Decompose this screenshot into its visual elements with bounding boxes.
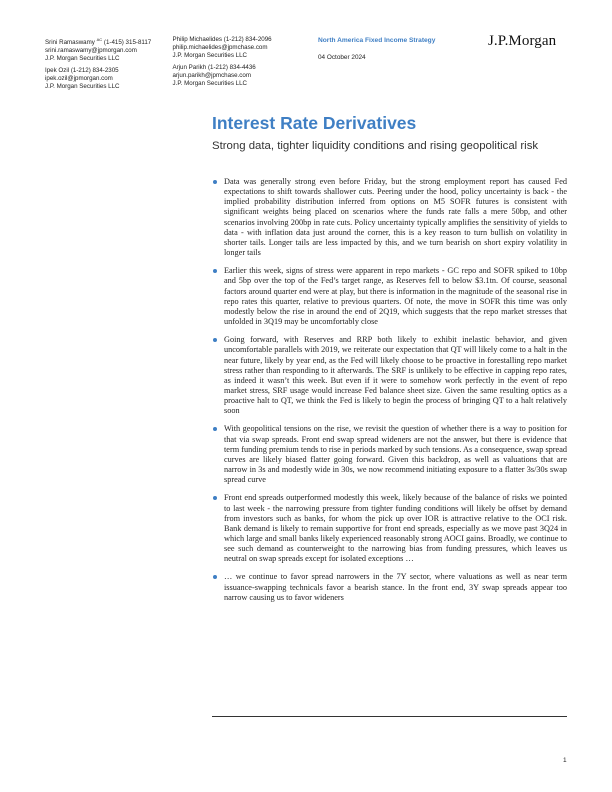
bullet-item [224, 177, 567, 258]
analyst-org: J.P. Morgan Securities LLC [172, 80, 248, 88]
bullet-text: With geopolitical tensions on the rise, we revisit the question of whether there is a way to position for that via swap spreads. Front end swap spread wideners are not the answer, but there is evidence that term funding premium tends to rise in periods marked by such tensions. As a consequence, swap spread curves are likely biased flatter going forward. Given this backdrop, as well as valuations that are narrow in 3s and modestly wide in 30s, we now recommend initiating exposure to a flatter 3s/30s swap spread curve [224, 424, 567, 485]
analyst-phone: (1-415) 315-8117 [103, 39, 152, 47]
analyst-org: J.P. Morgan Securities LLC [45, 83, 120, 91]
bullet-item [224, 335, 567, 416]
analyst-name: Philip Michaelides [172, 36, 223, 43]
bullet-dot-icon [213, 338, 217, 342]
analyst-contact [173, 36, 301, 61]
bullet-item [224, 493, 567, 564]
bullet-item [224, 266, 567, 327]
bullet-dot-icon [213, 269, 217, 273]
analyst-phone: (1-212) 834-2096 [223, 36, 272, 43]
summary-bullets [224, 177, 567, 611]
analyst-email[interactable]: arjun.parikh@jpmchase.com [172, 71, 252, 79]
analyst-contact [45, 67, 173, 92]
bullet-text: Data was generally strong even before Friday, but the strong employment report has caused Fed expectations to shift towards shallower cuts. Peering under the hood, policy uncertainty is back - the implied probability distribution inferred from options on M5 SOFR futures is consistent with significant weights being placed on scenarios where the funds rate falls a mere 50bp, and other scenarios involving 200bp in rate cuts. Policy uncertainty typically amplifies the sensitivity of yields to data - with inflation data just around the corner, this is a key reason to turn bullish on volatility in shorter tails. Longer tails are less impacted by this, and we turn bearish on short expiry volatility in longer tails [224, 177, 567, 258]
analyst-phone: (1-212) 834-4436 [207, 63, 256, 71]
bullet-text: Earlier this week, signs of stress were apparent in repo markets - GC repo and SOFR spiked to 10bp and 5bp over the top of the Fed’s target range, as Reserves fell to below $3.1tn. Of course, seasonal factors around quarter end were at play, but there is information in the magnitude of the seasonal rise in repo rates this quarter, relative to previous quarters. Of note, the move in SOFR this time was only modestly below the rise in around the end of 2Q19, which suggests that the repo market stresses that unfolded in 3Q19 may be uncomfortably close [224, 266, 567, 327]
analyst-contact [45, 36, 173, 64]
analyst-contact [173, 64, 301, 89]
bullet-dot-icon [213, 575, 217, 579]
report-subheading: Strong data, tighter liquidity conditions and rising geopolitical risk [212, 140, 539, 152]
bullet-item [224, 572, 567, 602]
contacts-column-left [45, 36, 173, 94]
analyst-email[interactable]: philip.michaelides@jpmchase.com [172, 44, 268, 52]
analyst-org: J.P. Morgan Securities LLC [45, 55, 120, 63]
bullet-dot-icon [213, 427, 217, 431]
report-date: 04 October 2024 [318, 54, 366, 61]
analyst-phone: (1-212) 834-2305 [70, 66, 119, 74]
analyst-email[interactable]: ipek.ozil@jpmorgan.com [45, 74, 113, 82]
analyst-name: Ipek Ozil [45, 66, 70, 74]
report-heading: Interest Rate Derivatives [212, 113, 417, 133]
analyst-org: J.P. Morgan Securities LLC [172, 52, 248, 60]
section-divider [212, 716, 567, 717]
analyst-contacts [45, 36, 300, 94]
analyst-certification: AC [96, 37, 103, 42]
strategy-block [318, 36, 448, 62]
bullet-text: Going forward, with Reserves and RRP both likely to exhibit inelastic behavior, and given uncomfortable parallels with 2019, we reiterate our expectation that QT will likely come to a halt in the near future, likely by year end, as the Fed will likely choose to be proactive in forestalling repo market stress rather than responding to it afterwards. The SRF is unlikely to be effective in capping repo rates, as indeed it wasn’t this week. But even if it were to somehow work perfectly in the event of repo market stress, SRF usage would increase Fed balance sheet size. Given the same resulting optics as a proactive halt to QT, we think the Fed is likely to begin the process of bringing QT to a halt relatively soon [224, 335, 567, 416]
bullet-text: … we continue to favor spread narrowers in the 7Y sector, where valuations as well as near term issuance-swapping technicals favor a bearish stance. In the front end, 3Y swap spreads appear too narrow causing us to favor wideners [224, 572, 567, 602]
analyst-name: Srini Ramaswamy [45, 39, 95, 47]
page-number: 1 [563, 757, 567, 764]
strategy-title: North America Fixed Income Strategy [318, 37, 436, 44]
bullet-dot-icon [213, 180, 217, 184]
contacts-column-right [173, 36, 301, 94]
bullet-dot-icon [213, 496, 217, 500]
bullet-item [224, 424, 567, 485]
bullet-text: Front end spreads outperformed modestly this week, likely because of the balance of risks we pointed to last week - the narrowing pressure from tighter funding conditions will likely be offset by demand from investors such as banks, for whom the pick up over IOR is attractive relative to the OCI risk. Bank demand is likely to remain supportive for front end spreads, especially as we move past 3Q24 in which large and small banks likely experienced reasonably strong AOCI gains. Broadly, we continue to see such demand as counterweight to the narrowing bias from funding pressures, which leaves us neutral on swap spreads except for isolated exceptions … [224, 493, 567, 564]
analyst-name: Arjun Parikh [172, 63, 207, 71]
analyst-email[interactable]: srini.ramaswamy@jpmorgan.com [45, 47, 137, 55]
jpmorgan-logo: J.P.Morgan [488, 33, 557, 49]
